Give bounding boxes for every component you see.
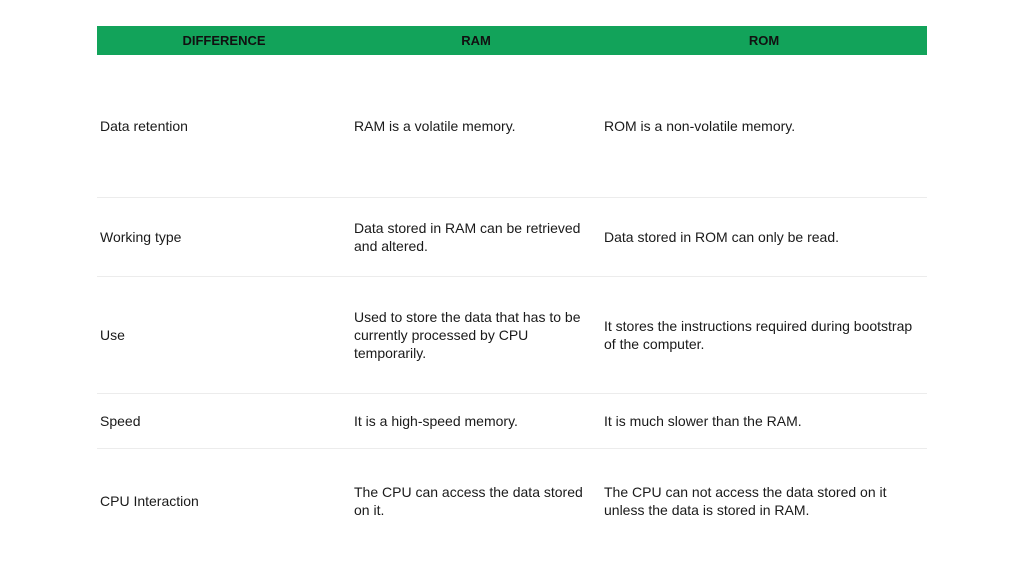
comparison-table [97, 26, 927, 553]
header-rom: ROM [748, 33, 780, 48]
ram-cell: Data stored in RAM can be retrieved and altered. [354, 220, 581, 254]
rom-cell: Data stored in ROM can only be read. [604, 229, 840, 245]
ram-cell: It is a high-speed memory. [354, 413, 518, 429]
table-row [97, 449, 927, 553]
rom-cell: The CPU can not access the data stored on it unless the data is stored in RAM. [604, 484, 887, 518]
difference-cell: CPU Interaction [100, 493, 199, 509]
difference-cell: Speed [100, 413, 141, 429]
difference-cell: Working type [100, 229, 182, 245]
difference-cell: Use [100, 327, 125, 343]
table-row [97, 55, 927, 198]
rom-cell: ROM is a non-volatile memory. [604, 118, 796, 134]
ram-cell: The CPU can access the data stored on it. [354, 484, 583, 518]
table-row [97, 277, 927, 394]
ram-cell: Used to store the data that has to be currently processed by CPU temporarily. [354, 309, 581, 361]
difference-cell: Data retention [100, 118, 188, 134]
ram-cell: RAM is a volatile memory. [354, 118, 516, 134]
header-ram: RAM [461, 33, 491, 48]
rom-cell: It is much slower than the RAM. [604, 413, 802, 429]
header-difference: DIFFERENCE [182, 33, 266, 48]
table-row [97, 394, 927, 449]
table-header-row [97, 26, 927, 55]
table-row [97, 198, 927, 277]
rom-cell: It stores the instructions required during bootstrap of the computer. [604, 318, 913, 352]
